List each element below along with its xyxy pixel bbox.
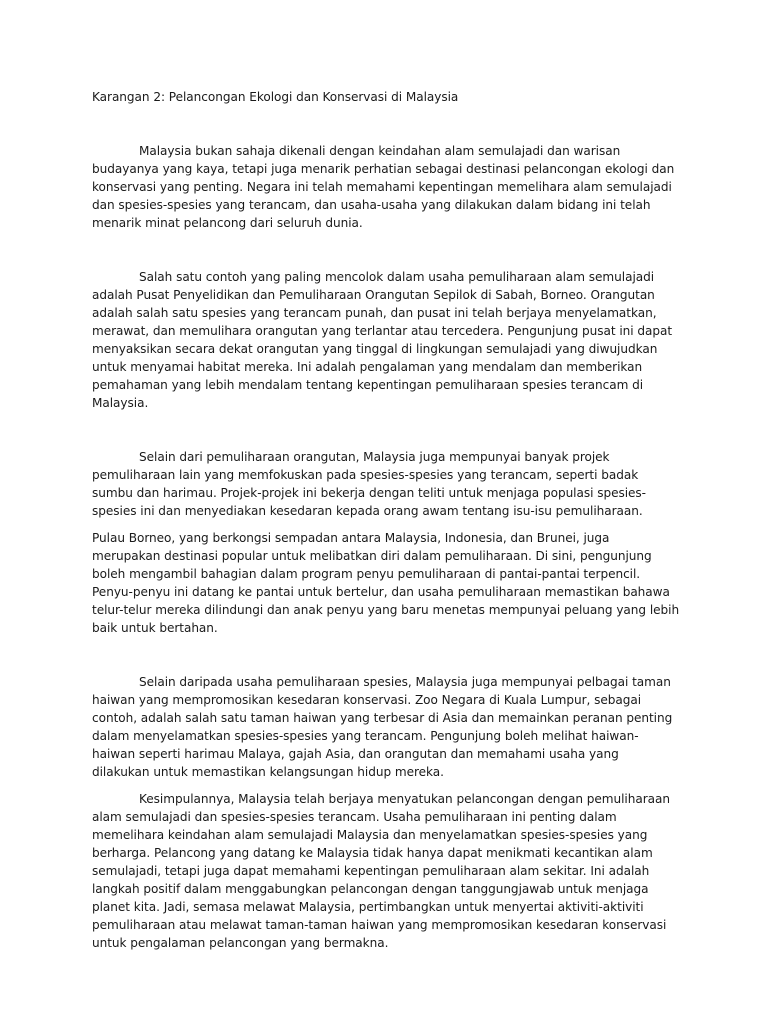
paragraph-introduction: Malaysia bukan sahaja dikenali dengan keindahan alam semulajadi dan warisan budayanya yang kaya, tetapi juga menarik perhatian sebagai destinasi pelancongan ekologi dan konservasi yang penting. Negara ini telah memahami kepentingan memelihara alam semulajadi dan spesies-spesies yang terancam, dan usaha-usaha yang dilakukan dalam bidang ini telah menarik minat pelancong dari seluruh dunia.	[92, 144, 675, 230]
document-body	[92, 88, 680, 952]
document-title: Karangan 2: Pelancongan Ekologi dan Konservasi di Malaysia	[92, 90, 459, 104]
paragraph-zoo-negara: Selain daripada usaha pemuliharaan spesies, Malaysia juga mempunyai pelbagai taman haiwan yang mempromosikan kesedaran konservasi. Zoo Negara di Kuala Lumpur, sebagai contoh, adalah salah satu taman haiwan yang terbesar di Asia dan memainkan peranan penting dalam menyelamatkan spesies-spesies yang terancam. Pengunjung boleh melihat haiwan-haiwan seperti harimau Malaya, gajah Asia, dan orangutan dan memahami usaha yang dilakukan untuk memastikan kelangsungan hidup mereka.	[92, 675, 673, 779]
paragraph-conclusion: Kesimpulannya, Malaysia telah berjaya menyatukan pelancongan dengan pemuliharaan alam semulajadi dan spesies-spesies terancam. Usaha pemuliharaan ini penting dalam memelihara keindahan alam semulajadi Malaysia dan menyelamatkan spesies-spesies yang berharga. Pelancong yang datang ke Malaysia tidak hanya dapat menikmati kecantikan alam semulajadi, tetapi juga dapat memahami kepentingan pemuliharaan alam sekitar. Ini adalah langkah positif dalam menggabungkan pelancongan dengan tanggungjawab untuk menjaga planet kita. Jadi, semasa melawat Malaysia, pertimbangkan untuk menyertai aktiviti-aktiviti pemuliharaan atau melawat taman-taman haiwan yang mempromosikan kesedaran konservasi untuk pengalaman pelancongan yang bermakna.	[92, 792, 670, 950]
paragraph-borneo-turtles: Pulau Borneo, yang berkongsi sempadan antara Malaysia, Indonesia, dan Brunei, juga merupakan destinasi popular untuk melibatkan diri dalam pemuliharaan. Di sini, pengunjung boleh mengambil bahagian dalam program penyu pemuliharaan di pantai-pantai terpencil. Penyu-penyu ini datang ke pantai untuk bertelur, dan usaha pemuliharaan memastikan bahawa telur-telur mereka dilindungi dan anak penyu yang baru menetas mempunyai peluang yang lebih baik untuk bertahan.	[92, 531, 680, 635]
paragraph-sepilok-orangutan: Salah satu contoh yang paling mencolok dalam usaha pemuliharaan alam semulajadi adalah Pusat Penyelidikan dan Pemuliharaan Orangutan Sepilok di Sabah, Borneo. Orangutan adalah salah satu spesies yang terancam punah, dan pusat ini telah berjaya menyelamatkan, merawat, dan memulihara orangutan yang terlantar atau tercedera. Pengunjung pusat ini dapat menyaksikan secara dekat orangutan yang tinggal di lingkungan semulajadi yang diwujudkan untuk menyamai habitat mereka. Ini adalah pengalaman yang mendalam dan memberikan pemahaman yang lebih mendalam tentang kepentingan pemuliharaan spesies terancam di Malaysia.	[92, 270, 673, 410]
paragraph-conservation-projects: Selain dari pemuliharaan orangutan, Malaysia juga mempunyai banyak projek pemuliharaan lain yang memfokuskan pada spesies-spesies yang terancam, seperti badak sumbu dan harimau. Projek-projek ini bekerja dengan teliti untuk menjaga populasi spesies-spesies ini dan menyediakan kesedaran kepada orang awam tentang isu-isu pemuliharaan.	[92, 450, 646, 518]
